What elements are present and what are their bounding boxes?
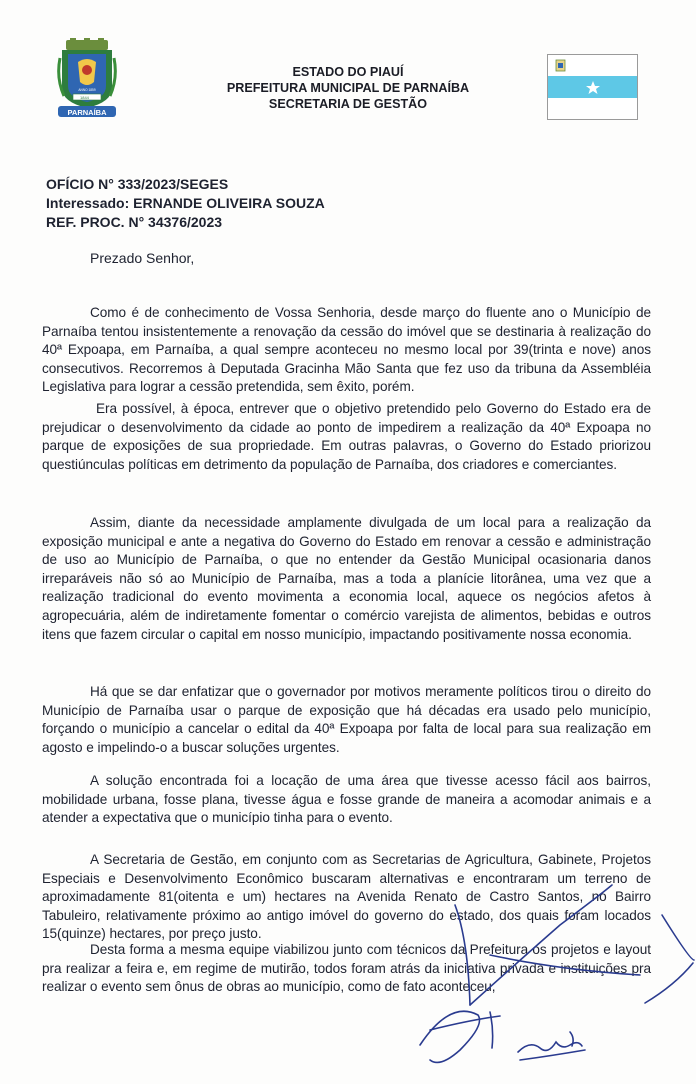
interessado: Interessado: ERNANDE OLIVEIRA SOUZA: [46, 195, 325, 211]
crest-year-text: 1844: [80, 95, 89, 100]
paragraph-6: A Secretaria de Gestão, em conjunto com as Secretarias de Agricultura, Gabinete, Projetos Especiais e Desenvolvimento Econômico buscaram alternativas e encontraram um terreno de aproximadamente 81(oitenta e um) hectares na Avenida Renato de Castro Santos, no Bairro Tabuleiro, relativamente próximo ao antigo imóvel do governo do estado, dos quais foram locados 15(quinze) hectares, por preço justo.: [42, 852, 651, 942]
reference-block: [46, 175, 325, 232]
greeting: Prezado Senhor,: [90, 250, 195, 266]
paragraph-4: Há que se dar enfatizar que o governador por motivos meramente políticos tirou o direito do Município de Parnaíba usar o parque de exposição que há décadas era usado pelo município, forçando o município a cancelar o edital da 40ª Expoapa por falta de local para sua realização em agosto e impelindo-o a buscar soluções urgentes.: [42, 684, 651, 755]
paragraph-3: Assim, diante da necessidade amplamente divulgada de um local para a realização da exposição municipal e ante a negativa do Governo do Estado em renovar a cessão e administração de uso ao Município de Parnaíba, o que no entender da Gestão Municipal ocasionaria danos irreparáveis não só ao Município de Parnaíba, mas a toda a planície litorânea, uma vez que a realização tradicional do evento movimenta a economia local, aquece os negócios afetos à agropecuária, além de indiretamente fomentar o comércio varejista de alimentos, bebidas e outros itens que fazem circular o capital em nosso município, impactando positivamente nossa economia.: [42, 515, 651, 642]
header-prefecture: PREFEITURA MUNICIPAL DE PARNAÍBA: [226, 81, 470, 95]
header-secretariat: SECRETARIA DE GESTÃO: [268, 97, 428, 111]
crest-small-text: ANNO 1859: [78, 88, 96, 92]
process-reference: REF. PROC. N° 34376/2023: [46, 214, 223, 230]
parnaiba-crest-logo: [56, 38, 118, 120]
municipal-flag: [547, 54, 638, 120]
signature-mark-2: [420, 1011, 480, 1062]
paragraph-2: Era possível, à época, entrever que o objetivo pretendido pelo Governo do Estado era de prejudicar o desenvolvimento da cidade ao ponto de impedirem a realização da 40ª Expoapa no parque de exposições de sua propriedade. Em outras palavras, o Governo do Estado priorizou questiúnculas políticas em detrimento da população de Parnaíba, dos criadores e comerciantes.: [42, 401, 651, 472]
header-state: ESTADO DO PIAUÍ: [292, 65, 404, 79]
oficio-number: OFÍCIO N° 333/2023/SEGES: [46, 176, 229, 192]
crest-label-text: PARNAÍBA: [67, 108, 107, 117]
signature-initials: [518, 1042, 582, 1052]
paragraph-5: A solução encontrada foi a locação de uma área que tivesse acesso fácil aos bairros, mobilidade urbana, fosse plana, tivesse água e fosse grande de maneira a acomodar animais e a atender a expectativa que o município tinha para o evento.: [42, 773, 651, 826]
letterhead: [140, 64, 556, 112]
paragraph-7: Desta forma a mesma equipe viabilizou junto com técnicos da Prefeitura os projetos e layout pra realizar a feira e, em regime de mutirão, todos foram atrás da iniciativa privada e instituições pra realizar o evento sem ônus de obras ao município, como de fato aconteceu,: [42, 942, 651, 995]
paragraph-1: Como é de conhecimento de Vossa Senhoria, desde março do fluente ano o Município de Parnaíba tentou insistentemente a renovação da cessão do imóvel que se destinaria à realização do 40ª Expoapa, em Parnaíba, a qual sempre aconteceu no mesmo local por 39(trinta e nove) anos consecutivos. Recorremos à Deputada Gracinha Mão Santa que fez uso da tribuna da Assembléia Legislativa para lograr a cessão pretendida, sem êxito, porém.: [42, 305, 651, 395]
